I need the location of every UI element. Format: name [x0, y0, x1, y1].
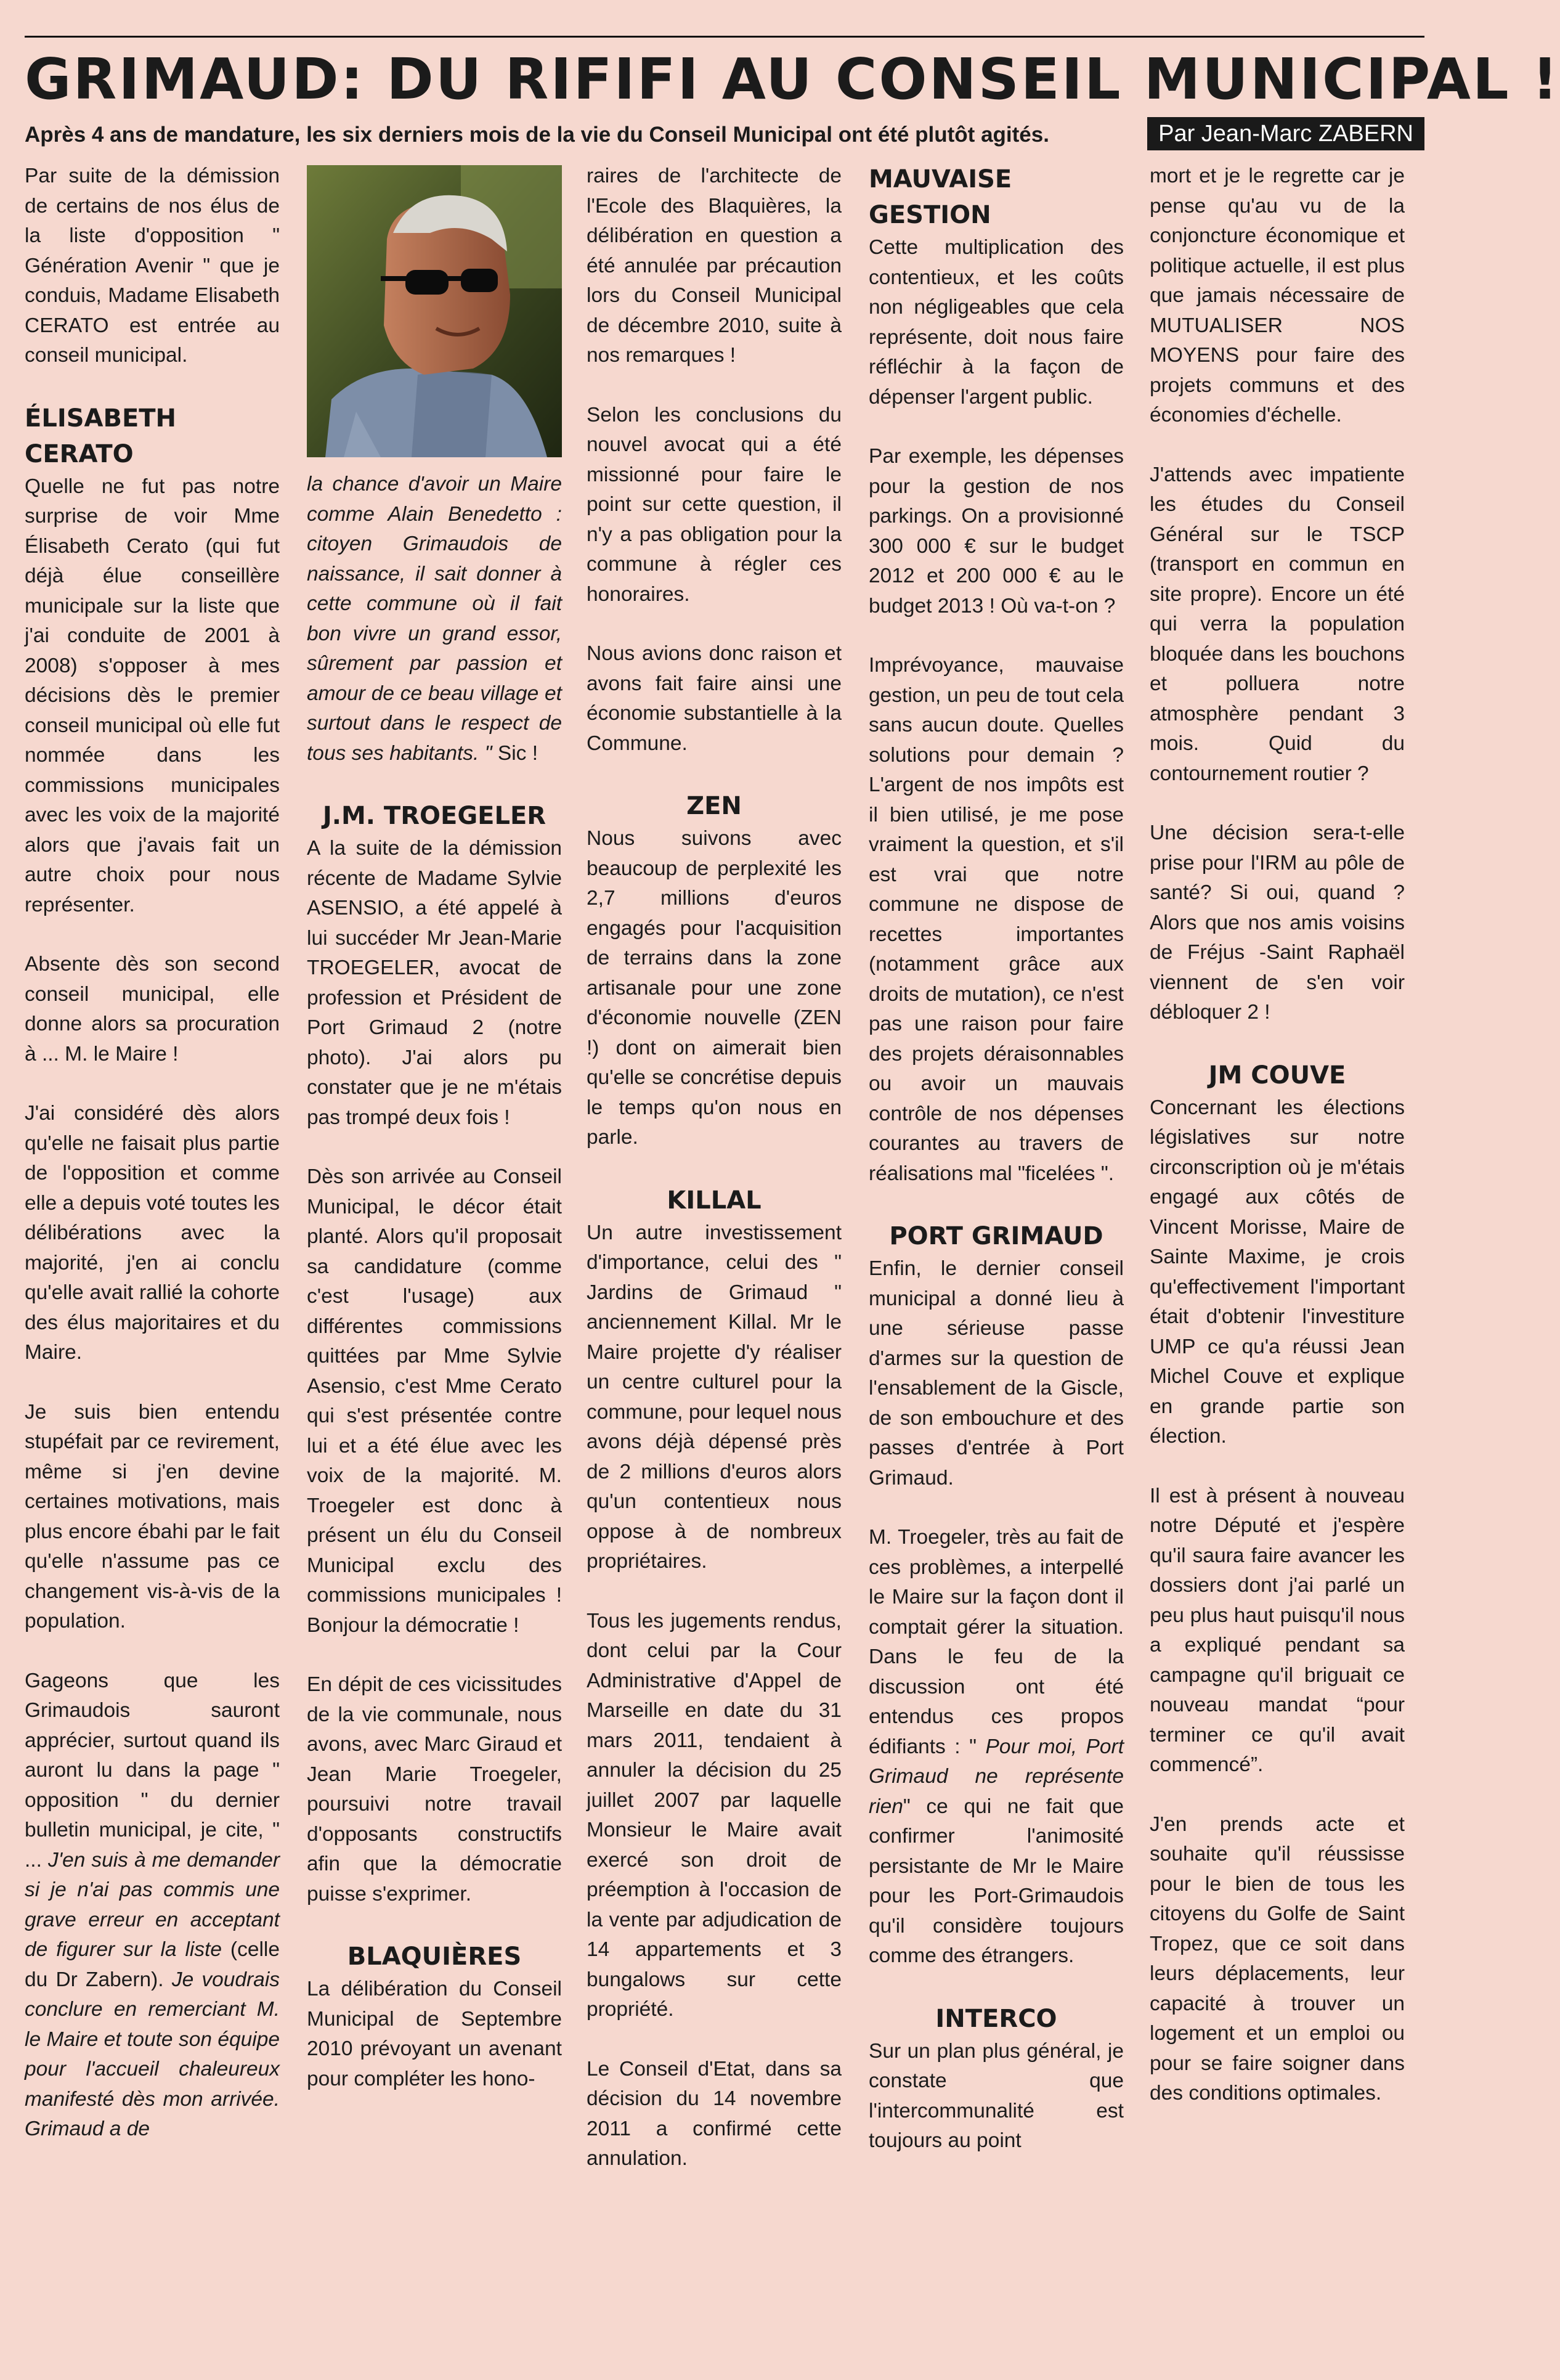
paragraph: La délibération du Conseil Municipal de Septembre 2010 prévoyant un avenant pour compléter les hono- — [307, 1978, 562, 2090]
paragraph: Concernant les élections législatives sur notre circonscription où je m'étais engagé aux côtés de Vincent Morisse, Maire de Sainte Maxime, je crois qu'effectivement l'important était d'obtenir l'investiture UMP ce qu'a réussi Jean Michel Couve et explique en grande partie son élection. — [1150, 1096, 1405, 1448]
paragraph: Sur un plan plus général, je constate que l'intercommunalité est toujours au point — [869, 2039, 1124, 2152]
column-4 — [869, 161, 1124, 2152]
paragraph — [869, 1523, 1124, 1971]
paragraph: Tous les jugements rendus, dont celui par la Cour Administrative d'Appel de Marseille en date du 31 mars 2011, tendaient à annuler la décision du 25 juillet 2007 par laquelle Monsieur le Maire avait exercé son droit de préemption à l'occasion de la vente par adjudication de 14 appartements et 3 bungalows sur cette propriété. — [587, 1609, 842, 2021]
paragraph: A la suite de la démission récente de Madame Sylvie ASENSIO, a été appelé à lui succéder Mr Jean-Marie TROEGELER, avocat de profession et Président de Port Grimaud 2 (notre photo). J'ai alors pu constater que je ne m'étais pas trompé deux fois ! — [307, 837, 562, 1129]
section-heading-jm-couve: JM COUVE — [1208, 1061, 1346, 1090]
section-heading-cerato: ÉLISABETH CERATO — [25, 404, 177, 468]
paragraph: En dépit de ces vicissitudes de la vie communale, nous avons, avec Marc Giraud et Jean Marie Troegeler, poursuivi notre travail d'opposants constructifs afin que la démocratie puisse s'exprimer. — [307, 1673, 562, 1905]
paragraph: Imprévoyance, mauvaise gestion, un peu de tout cela sans aucun doute. Quelles solutions pour demain ? L'argent de nos impôts est il bien utilisé, je me pose vraiment la question, et s'il est vrai que notre commune ne dispose de recettes importantes (notamment grâce aux droits de mutation), ce n'est pas une raison pour faire des projets déraisonnables ou avoir un mauvais contrôle de nos dépenses courantes au travers de réalisations mal "ficelées ". — [869, 654, 1124, 1185]
standfirst: Après 4 ans de mandature, les six derniers mois de la vie du Conseil Municipal ont été plutôt agités. — [25, 123, 1049, 147]
top-rule — [25, 36, 1424, 38]
paragraph: Dès son arrivée au Conseil Municipal, le décor était planté. Alors qu'il proposait sa candidature (comme c'est l'usage) aux différentes commissions quittées par Mme Sylvie Asensio, c'est Mme Cerato qui s'est présentée contre lui et a été élue avec les voix de la majorité. M. Troegeler est donc à présent un élu du Conseil Municipal exclu des commissions municipales ! Bonjour la démocratie ! — [307, 1165, 562, 1637]
page-title: GRIMAUD: DU RIFIFI AU CONSEIL MUNICIPAL ! — [25, 46, 1560, 112]
section-heading-interco: INTERCO — [935, 2004, 1057, 2033]
paragraph: mort et je le regrette car je pense qu'au vu de la conjoncture économique et politique actuelle, il est plus que jamais nécessaire de MUTUALISER NOS MOYENS pour faire des projets communs et des économies d'échelle. — [1150, 165, 1405, 426]
quote-text: Je voudrais conclure en remerciant M. le Maire et toute son équipe pour l'accueil chaleureux manifesté dès mon arrivée. Grimaud a de — [25, 1968, 280, 2140]
text-run: (celle du Dr Zabern). — [25, 1938, 280, 1991]
column-5 — [1150, 161, 1405, 2105]
paragraph: raires de l'architecte de l'Ecole des Blaquières, la délibération en question a été annulée par précaution lors du Conseil Municipal de décembre 2010, suite à nos remarques ! — [587, 165, 842, 367]
paragraph — [25, 1666, 280, 2145]
column-1 — [25, 161, 280, 2140]
section-heading-mauvaise-gestion: MAUVAISE GESTION — [869, 165, 1012, 229]
photo-caption-paragraph — [307, 470, 562, 768]
paragraph: Absente dès son second conseil municipal, elle donne alors sa procuration à ... M. le Maire ! — [25, 953, 280, 1066]
paragraph: J'en prends acte et souhaite qu'il réussisse pour le bien de tous les citoyens du Golfe de Saint Tropez, que ce soit dans leurs déplacements, leur capacité à trouver un logement et un emploi ou pour se faire soigner dans des conditions optimales. — [1150, 1812, 1405, 2105]
paragraph: J'ai considéré dès alors qu'elle ne faisait plus partie de l'opposition et comme elle a depuis voté toutes les délibérations avec la majorité, j'en ai conclu qu'elle avait rallié la cohorte des élus majoritaires et du Maire. — [25, 1102, 280, 1364]
text-run: " ce qui ne fait que confirmer l'animosité persistante de Mr le Maire pour les Port-Grimaudois qu'il considère toujours comme des étrangers. — [869, 1795, 1124, 1967]
paragraph: Cette multiplication des contentieux, et les coûts non négligeables que cela représente, doit nous faire réfléchir à la façon de dépenser l'argent public. — [869, 236, 1124, 409]
text-run: Sic ! — [492, 741, 538, 765]
byline: Par Jean-Marc ZABERN — [1147, 117, 1424, 150]
column-2 — [307, 470, 562, 2380]
text-run: Gageons que les Grimaudois sauront apprécier, surtout quand ils auront lu dans la page " opposition " du dernier bulletin municipal, je cite, " ... — [25, 1669, 280, 1872]
section-heading-troegeler: J.M. TROEGELER — [322, 802, 546, 830]
paragraph: Selon les conclusions du nouvel avocat qui a été missionné pour faire le point sur cette question, il n'y a pas obligation pour la commune à régler ces honoraires. — [587, 403, 842, 606]
paragraph: J'attends avec impatiente les études du Conseil Général sur le TSCP (transport en commun en site propre). Encore un été qui verra la population bloquée dans les bouchons et polluera notre atmosphère pendant 3 mois. Quid du contournement routier ? — [1150, 463, 1405, 785]
text-run: M. Troegeler, très au fait de ces problèmes, a interpellé le Maire sur la façon dont il comptait gérer la situation. Dans le feu de la discussion ont été entendus ces propos édifiants : " — [869, 1526, 1124, 1758]
paragraph: Enfin, le dernier conseil municipal a donné lieu à une sérieuse passe d'armes sur la question de l'ensablement de la Giscle, de son embouchure et des passes d'entrée à Port Grimaud. — [869, 1257, 1124, 1490]
section-heading-killal: KILLAL — [667, 1186, 762, 1215]
section-heading-zen: ZEN — [686, 792, 742, 820]
quote-text: Pour moi, Port Grimaud ne représente rien — [869, 1735, 1124, 1818]
paragraph: Un autre investissement d'importance, celui des " Jardins de Grimaud " anciennement Killal. Mr le Maire projette d'y réaliser un centre culturel pour la commune, pour lequel nous avons déjà dépensé près de 2 millions d'euros alors qu'un contentieux nous oppose à de nombreux propriétaires. — [587, 1221, 842, 1573]
paragraph: Le Conseil d'Etat, dans sa décision du 14 novembre 2011 a confirmé cette annulation. — [587, 2057, 842, 2170]
quote-text: J'en suis à me demander si je n'ai pas commis une grave erreur en acceptant de figurer sur la liste — [25, 1848, 280, 1961]
paragraph: Il est à présent à nouveau notre Député et j'espère qu'il saura faire avancer les dossiers dont j'ai parlé un peu plus haut puisqu'il nous a expliqué pendant sa campagne qu'il briguait ce nouveau mandat “pour terminer ce qu'il avait commencé”. — [1150, 1484, 1405, 1776]
section-heading-port-grimaud: PORT GRIMAUD — [889, 1222, 1103, 1250]
paragraph: Nous suivons avec beaucoup de perplexité les 2,7 millions d'euros engagés pour l'acquisition de terrains dans la zone artisanale pour une zone d'économie nouvelle (ZEN !) dont on aimerait bien qu'elle se concrétise depuis le temps qu'on nous en parle. — [587, 827, 842, 1149]
paragraph: Quelle ne fut pas notre surprise de voir Mme Élisabeth Cerato (qui fut déjà élue conseillère municipale sur la liste que j'ai conduite de 2001 à 2008) s'opposer à mes décisions dès le premier conseil municipal où elle fut nommée dans les commissions municipales avec les voix de la majorité alors que j'avais fait un autre choix pour nous représenter. — [25, 475, 280, 916]
paragraph: Par suite de la démission de certains de nos élus de la liste d'opposition " Génération Avenir " que je conduis, Madame Elisabeth CERATO est entrée au conseil municipal. — [25, 165, 280, 367]
column-3 — [587, 161, 842, 2170]
quote-text: la chance d'avoir un Maire comme Alain Benedetto : citoyen Grimaudois de naissance, il sait donner à cette commune où il fait bon vivre un grand essor, sûrement par passion et amour de ce beau village et surtout dans le respect de tous ses habitants. " — [307, 473, 562, 765]
paragraph: Une décision sera-t-elle prise pour l'IRM au pôle de santé? Si oui, quand ? Alors que nos amis voisins de Fréjus -Saint Raphaël viennent de s'en voir débloquer 2 ! — [1150, 821, 1405, 1024]
portrait-photo-icon — [307, 165, 562, 457]
section-heading-blaquieres: BLAQUIÈRES — [347, 1942, 522, 1971]
paragraph: Par exemple, les dépenses pour la gestion de nos parkings. On a provisionné 300 000 € sur le budget 2012 et 200 000 € au le budget 2013 ! Où va-t-on ? — [869, 445, 1124, 617]
paragraph: Je suis bien entendu stupéfait par ce revirement, même si j'en devine certaines motivations, mais plus encore ébahi par le fait qu'elle n'assume pas ce changement vis-à-vis de la population. — [25, 1400, 280, 1632]
paragraph: Nous avions donc raison et avons fait faire ainsi une économie substantielle à la Commune. — [587, 642, 842, 755]
